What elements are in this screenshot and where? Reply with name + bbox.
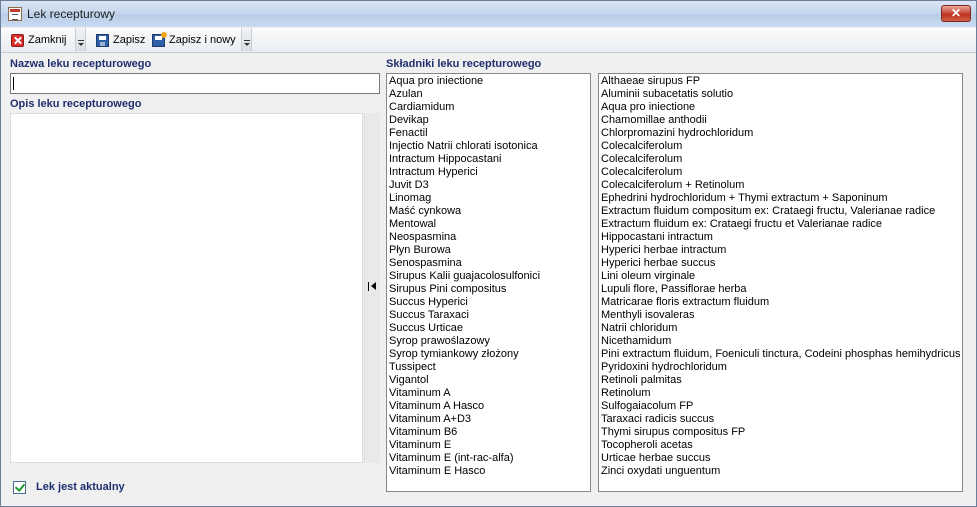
move-left-icon[interactable] [368, 282, 377, 291]
selected-components-list[interactable] [598, 73, 963, 492]
list-item[interactable]: Fenactil [389, 127, 428, 139]
list-item[interactable]: Tussipect [389, 361, 436, 373]
list-item[interactable]: Althaeae sirupus FP [601, 75, 701, 87]
active-checkbox[interactable] [13, 481, 26, 494]
list-item[interactable]: Taraxaci radicis succus [601, 413, 715, 425]
description-label: Opis leku recepturowego [10, 98, 142, 110]
list-item[interactable]: Hippocastani intractum [601, 231, 713, 243]
list-item[interactable]: Retinolum [601, 387, 651, 399]
list-item[interactable]: Extractum fluidum ex: Crataegi fructu et Valerianae radice [601, 218, 883, 230]
close-button-label: Zamknij [28, 34, 67, 46]
list-item[interactable]: Sirupus Kalii guajacolosulfonici [389, 270, 541, 282]
list-item[interactable]: Vigantol [389, 374, 429, 386]
list-item[interactable]: Extractum fluidum compositum ex: Crataegi fructu, Valerianae radice [601, 205, 936, 217]
list-item[interactable]: Colecalciferolum + Retinolum [601, 179, 745, 191]
list-item[interactable]: Hyperici herbae intractum [601, 244, 727, 256]
list-item[interactable]: Nicethamidum [601, 335, 672, 347]
list-item[interactable]: Succus Urticae [389, 322, 463, 334]
list-item[interactable]: Chlorpromazini hydrochloridum [601, 127, 754, 139]
description-textarea[interactable] [10, 113, 363, 463]
list-item[interactable]: Aqua pro iniectione [389, 75, 484, 87]
list-item[interactable]: Syrop tymiankowy złożony [389, 348, 519, 360]
list-item[interactable]: Tocopheroli acetas [601, 439, 693, 451]
list-item[interactable]: Aqua pro iniectione [601, 101, 696, 113]
description-scrollbar[interactable] [364, 113, 380, 463]
list-item[interactable]: Colecalciferolum [601, 153, 683, 165]
list-item[interactable]: Linomag [389, 192, 432, 204]
save-new-button-label: Zapisz i nowy [169, 34, 236, 46]
list-item[interactable]: Vitaminum B6 [389, 426, 458, 438]
list-item[interactable]: Senospasmina [389, 257, 462, 269]
list-item[interactable]: Vitaminum E (int-rac-alfa) [389, 452, 514, 464]
list-item[interactable]: Menthyli isovaleras [601, 309, 695, 321]
list-item[interactable]: Colecalciferolum [601, 140, 683, 152]
list-item[interactable]: Cardiamidum [389, 101, 455, 113]
list-item[interactable]: Maść cynkowa [389, 205, 462, 217]
save-icon [96, 34, 109, 47]
list-item[interactable]: Azulan [389, 88, 423, 100]
window-title: Lek recepturowy [27, 7, 116, 21]
text-caret [13, 77, 14, 90]
list-item[interactable]: Matricarae floris extractum fluidum [601, 296, 770, 308]
save-button-label: Zapisz [113, 34, 146, 46]
list-item[interactable]: Natrii chloridum [601, 322, 678, 334]
list-item[interactable]: Succus Hyperici [389, 296, 468, 308]
list-item[interactable]: Neospasmina [389, 231, 457, 243]
app-icon [8, 7, 22, 21]
list-item[interactable]: Sirupus Pini compositus [389, 283, 507, 295]
title-bar[interactable] [1, 1, 976, 27]
list-item[interactable]: Lini oleum virginale [601, 270, 696, 282]
list-item[interactable]: Sulfogaiacolum FP [601, 400, 694, 412]
list-item[interactable]: Pyridoxini hydrochloridum [601, 361, 727, 373]
available-components-list[interactable] [386, 73, 591, 492]
list-item[interactable]: Thymi sirupus compositus FP [601, 426, 746, 438]
save-new-button[interactable] [152, 31, 236, 49]
save-button[interactable] [96, 31, 145, 49]
list-item[interactable]: Pini extractum fluidum, Foeniculi tinctura, Codeini phosphas hemihydricus [601, 348, 961, 360]
list-item[interactable]: Mentowal [389, 218, 437, 230]
list-item[interactable]: Vitaminum E [389, 439, 452, 451]
list-item[interactable]: Intractum Hippocastani [389, 153, 502, 165]
save-new-dropdown-button[interactable] [241, 28, 252, 51]
list-item[interactable]: Syrop prawoślazowy [389, 335, 490, 347]
name-label: Nazwa leku recepturowego [10, 58, 152, 70]
list-item[interactable]: Succus Taraxaci [389, 309, 469, 321]
components-label: Składniki leku recepturowego [386, 58, 542, 70]
close-dropdown-button[interactable] [75, 28, 86, 51]
list-item[interactable]: Lupuli flore, Passiflorae herba [601, 283, 747, 295]
list-item[interactable]: Vitaminum A [389, 387, 451, 399]
list-item[interactable]: Juvit D3 [389, 179, 429, 191]
save-new-icon [152, 34, 165, 47]
close-button[interactable] [11, 31, 67, 49]
window-close-button[interactable]: ✕ [941, 5, 971, 22]
list-item[interactable]: Chamomillae anthodii [601, 114, 707, 126]
list-item[interactable]: Płyn Burowa [389, 244, 451, 256]
list-item[interactable]: Hyperici herbae succus [601, 257, 716, 269]
toolbar [1, 28, 976, 53]
list-item[interactable]: Aluminii subacetatis solutio [601, 88, 734, 100]
list-item[interactable]: Vitaminum A Hasco [389, 400, 485, 412]
list-item[interactable]: Ephedrini hydrochloridum + Thymi extractum + Saponinum [601, 192, 888, 204]
list-item[interactable]: Vitaminum A+D3 [389, 413, 472, 425]
name-input[interactable] [10, 73, 380, 94]
list-item[interactable]: Devikap [389, 114, 429, 126]
active-checkbox-label: Lek jest aktualny [36, 481, 125, 493]
list-item[interactable]: Urticae herbae succus [601, 452, 711, 464]
list-item[interactable]: Retinoli palmitas [601, 374, 682, 386]
list-item[interactable]: Vitaminum E Hasco [389, 465, 486, 477]
list-item[interactable]: Colecalciferolum [601, 166, 683, 178]
list-item[interactable]: Intractum Hyperici [389, 166, 478, 178]
list-item[interactable]: Injectio Natrii chlorati isotonica [389, 140, 538, 152]
close-icon [11, 34, 24, 47]
list-item[interactable]: Zinci oxydati unguentum [601, 465, 721, 477]
